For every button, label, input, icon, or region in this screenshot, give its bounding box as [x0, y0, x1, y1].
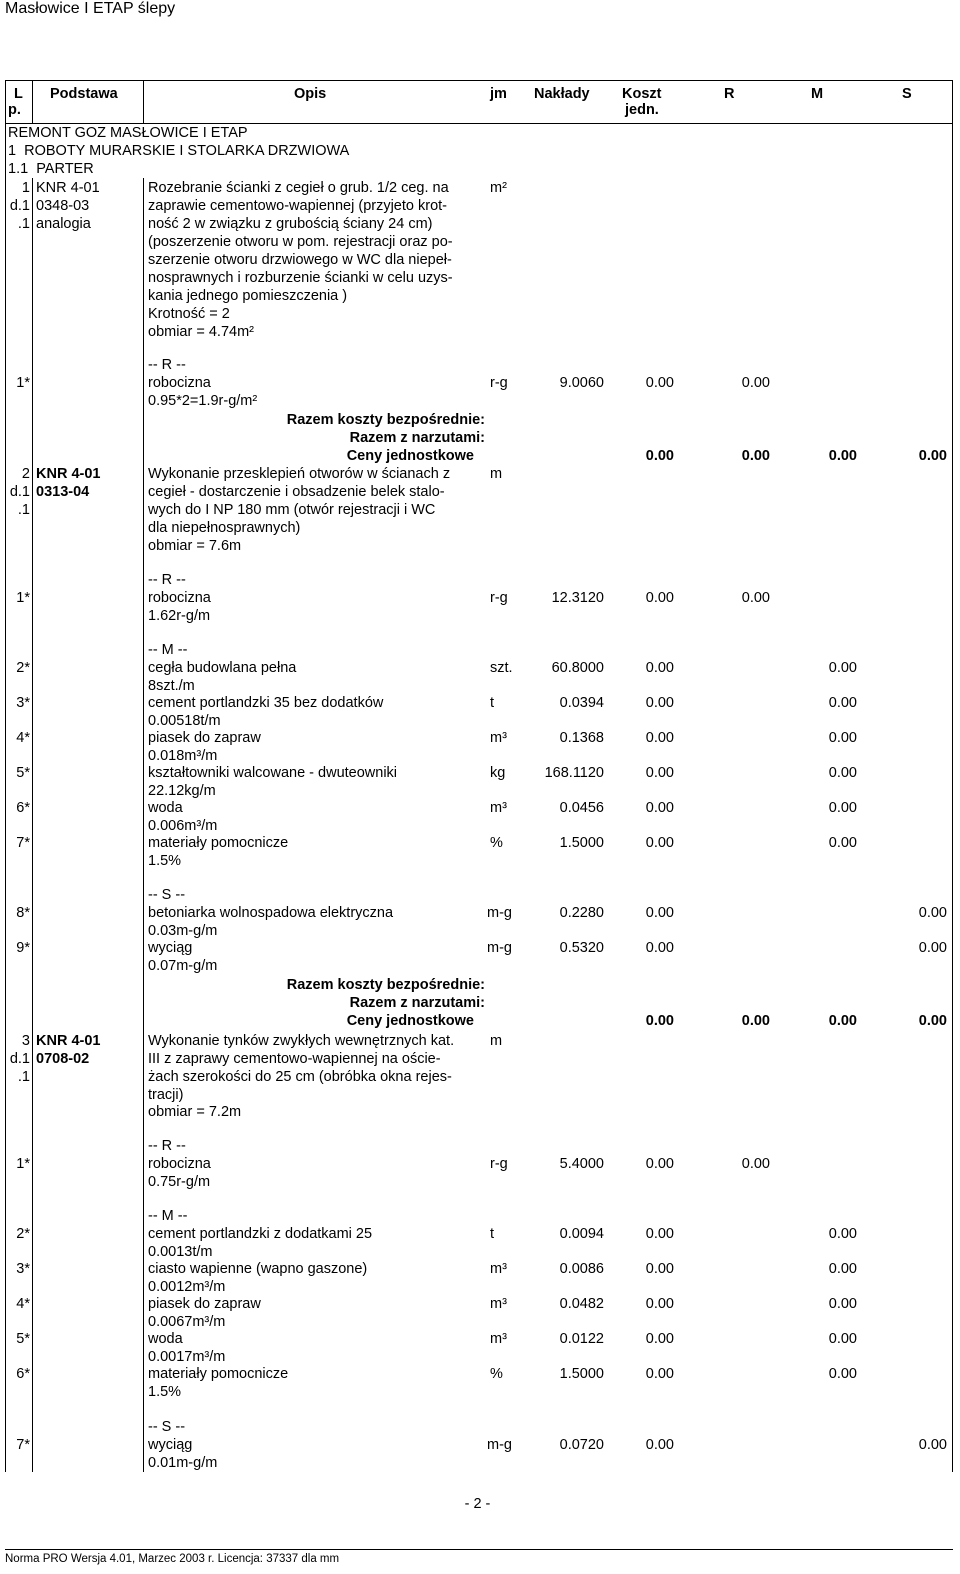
col-border-podstawa [143, 80, 144, 124]
resource-jm: m³ [490, 800, 507, 816]
cena-razem: 0.00 [918, 1013, 947, 1029]
header-r: R [724, 86, 735, 102]
item-description: żach szerokości do 25 cm (obróbka okna rejes- [148, 1069, 452, 1085]
resource-name: woda [148, 1331, 183, 1347]
resource-no: 2* [16, 1226, 30, 1242]
resource-jm: m³ [490, 1296, 507, 1312]
item-description: wych do I NP 180 mm (otwór rejestracji i WC [148, 502, 436, 518]
resource-name: robocizna [148, 375, 211, 391]
item-description: (poszerzenie otworu w pom. rejestracji oraz po- [148, 234, 453, 250]
header-bottom-border [5, 123, 953, 124]
resource-no: 6* [16, 1366, 30, 1382]
resource-koszt: 0.00 [645, 590, 674, 606]
resource-name: robocizna [148, 1156, 211, 1172]
resource-norm: 0.95*2=1.9r-g/m² [148, 393, 258, 409]
resource-norm: 0.07m-g/m [148, 958, 218, 974]
resource-koszt: 0.00 [645, 1261, 674, 1277]
resource-norm: 0.75r-g/m [148, 1174, 211, 1190]
resource-norm: 0.0013t/m [148, 1244, 213, 1260]
resource-name: materiały pomocnicze [148, 1366, 289, 1382]
ceny-jednostkowe: Ceny jednostkowe [346, 1013, 474, 1029]
resource-koszt: 0.00 [645, 1437, 674, 1453]
resource-jm: m³ [490, 730, 507, 746]
resource-naklady: 0.0456 [559, 800, 604, 816]
resource-norm: 0.0067m³/m [148, 1314, 226, 1330]
resource-koszt: 0.00 [645, 1366, 674, 1382]
resource-jm: m³ [490, 1261, 507, 1277]
resource-naklady: 0.1368 [559, 730, 604, 746]
item-podstawa: analogia [36, 216, 91, 232]
resource-name: cement portlandzki 35 bez dodatków [148, 695, 384, 711]
resource-naklady: 60.8000 [551, 660, 604, 676]
resource-no: 1* [16, 590, 30, 606]
resource-m: 0.00 [828, 765, 857, 781]
resource-naklady: 0.0482 [559, 1296, 604, 1312]
section-title: 1 ROBOTY MURARSKIE I STOLARKA DRZWIOWA [8, 143, 350, 159]
header-lp-1: L [14, 86, 23, 102]
resource-koszt: 0.00 [645, 1331, 674, 1347]
item-jm: m [490, 466, 503, 482]
resource-jm: r-g [490, 590, 508, 606]
cena-m: 0.00 [741, 448, 770, 464]
resource-no: 5* [16, 1331, 30, 1347]
resource-jm: m-g [487, 905, 512, 921]
resource-name: cement portlandzki z dodatkami 25 [148, 1226, 373, 1242]
item-description: III z zaprawy cementowo-wapiennej na oście- [148, 1051, 441, 1067]
table-top-border [5, 80, 953, 81]
section-title: REMONT GOZ MASŁOWICE I ETAP [8, 125, 248, 141]
item-lp: 2 [21, 466, 30, 482]
resource-name: robocizna [148, 590, 211, 606]
resource-norm: 22.12kg/m [148, 783, 216, 799]
ceny-jednostkowe: Ceny jednostkowe [346, 448, 474, 464]
resource-norm: 1.5% [148, 853, 182, 869]
resource-s: 0.00 [918, 1437, 947, 1453]
resource-norm: 0.01m-g/m [148, 1455, 218, 1471]
cena-s: 0.00 [828, 448, 857, 464]
header-m: M [811, 86, 824, 102]
resource-m: 0.00 [828, 1296, 857, 1312]
resource-s: 0.00 [918, 905, 947, 921]
resource-norm: 1.62r-g/m [148, 608, 211, 624]
resource-koszt: 0.00 [645, 1226, 674, 1242]
resource-jm: m-g [487, 1437, 512, 1453]
resource-naklady: 0.2280 [559, 905, 604, 921]
col-border-lp-b [32, 178, 33, 1472]
resource-jm: t [490, 695, 495, 711]
resource-no: 3* [16, 1261, 30, 1277]
item-description: Rozebranie ścianki z cegieł o grub. 1/2 ceg. na [148, 180, 449, 196]
item-podstawa: KNR 4-01 [36, 180, 100, 196]
item-description: kania jednego pomieszczenia ) [148, 288, 348, 304]
document-title: Masłowice I ETAP ślepy [5, 0, 176, 17]
item-podstawa: 0708-02 [36, 1051, 90, 1067]
resource-jm: % [490, 1366, 503, 1382]
resource-norm: 0.0017m³/m [148, 1349, 226, 1365]
footer-text: Norma PRO Wersja 4.01, Marzec 2003 r. Licencja: 37337 dla mm [5, 1553, 340, 1565]
item-description: Krotność = 2 [148, 306, 230, 322]
resource-koszt: 0.00 [645, 1156, 674, 1172]
item-lp: d.1 [9, 484, 30, 500]
resource-no: 2* [16, 660, 30, 676]
resource-norm: 0.03m-g/m [148, 923, 218, 939]
header-opis: Opis [294, 86, 327, 102]
resource-name: piasek do zapraw [148, 730, 261, 746]
item-description: obmiar = 7.2m [148, 1104, 242, 1120]
item-description: Wykonanie przesklepień otworów w ścianach z [148, 466, 451, 482]
resource-m: 0.00 [828, 1366, 857, 1382]
header-podstawa: Podstawa [50, 86, 118, 102]
resource-naklady: 1.5000 [559, 835, 604, 851]
resource-r: 0.00 [741, 590, 770, 606]
item-lp: 1 [21, 180, 30, 196]
resource-r: 0.00 [741, 1156, 770, 1172]
cena-razem: 0.00 [918, 448, 947, 464]
cena-r: 0.00 [645, 1013, 674, 1029]
resource-name: piasek do zapraw [148, 1296, 261, 1312]
item-description: nosprawnych i rozburzenie ścianki w celu uzys- [148, 270, 453, 286]
razem-koszty-bezposrednie: Razem koszty bezpośrednie: [286, 977, 485, 993]
resource-koszt: 0.00 [645, 765, 674, 781]
group-label-r: -- R -- [148, 357, 186, 373]
resource-no: 7* [16, 835, 30, 851]
resource-naklady: 168.1120 [544, 765, 604, 781]
item-lp: d.1 [9, 198, 30, 214]
item-description: dla niepełnosprawnych) [148, 520, 301, 536]
resource-name: kształtowniki walcowane - dwuteowniki [148, 765, 398, 781]
resource-no: 1* [16, 1156, 30, 1172]
resource-koszt: 0.00 [645, 375, 674, 391]
resource-s: 0.00 [918, 940, 947, 956]
resource-naklady: 0.0122 [559, 1331, 604, 1347]
resource-norm: 0.006m³/m [148, 818, 218, 834]
resource-koszt: 0.00 [645, 800, 674, 816]
razem-z-narzutami: Razem z narzutami: [349, 430, 485, 446]
cena-m: 0.00 [741, 1013, 770, 1029]
resource-no: 3* [16, 695, 30, 711]
resource-naklady: 0.0086 [559, 1261, 604, 1277]
item-jm: m [490, 1033, 503, 1049]
group-label-s: -- S -- [148, 1419, 186, 1435]
resource-m: 0.00 [828, 730, 857, 746]
resource-naklady: 12.3120 [551, 590, 604, 606]
header-s: S [902, 86, 912, 102]
razem-z-narzutami: Razem z narzutami: [349, 995, 485, 1011]
item-lp: d.1 [9, 1051, 30, 1067]
item-podstawa: KNR 4-01 [36, 466, 101, 482]
header-koszt-2: jedn. [625, 102, 659, 118]
section-title: 1.1 PARTER [8, 161, 94, 177]
resource-jm: r-g [490, 375, 508, 391]
resource-no: 1* [16, 375, 30, 391]
resource-no: 7* [16, 1437, 30, 1453]
resource-naklady: 0.0394 [559, 695, 604, 711]
cena-r: 0.00 [645, 448, 674, 464]
resource-m: 0.00 [828, 1261, 857, 1277]
resource-jm: % [490, 835, 503, 851]
cena-s: 0.00 [828, 1013, 857, 1029]
item-description: cegieł - dostarczenie i obsadzenie belek stalo- [148, 484, 445, 500]
resource-jm: m³ [490, 1331, 507, 1347]
item-lp: 3 [21, 1033, 30, 1049]
item-podstawa: 0313-04 [36, 484, 90, 500]
item-lp: .1 [17, 502, 30, 518]
header-koszt-1: Koszt [622, 86, 662, 102]
resource-m: 0.00 [828, 1226, 857, 1242]
item-description: zaprawie cementowo-wapiennej (przyjeto krot- [148, 198, 447, 214]
header-naklady: Nakłady [534, 86, 590, 102]
group-label-r: -- R -- [148, 572, 186, 588]
resource-name: betoniarka wolnospadowa elektryczna [148, 905, 394, 921]
resource-naklady: 0.5320 [559, 940, 604, 956]
header-lp-2: p. [8, 102, 21, 118]
item-lp: .1 [17, 1069, 30, 1085]
resource-koszt: 0.00 [645, 940, 674, 956]
razem-koszty-bezposrednie: Razem koszty bezpośrednie: [286, 412, 485, 428]
resource-jm: r-g [490, 1156, 508, 1172]
col-border-podstawa-b [143, 178, 144, 1472]
item-podstawa: KNR 4-01 [36, 1033, 101, 1049]
resource-no: 6* [16, 800, 30, 816]
resource-norm: 1.5% [148, 1384, 182, 1400]
header-jm: jm [490, 86, 507, 102]
resource-jm: m-g [487, 940, 512, 956]
resource-name: wyciąg [148, 940, 193, 956]
item-podstawa: 0348-03 [36, 198, 90, 214]
resource-name: woda [148, 800, 183, 816]
resource-no: 8* [16, 905, 30, 921]
group-label-s: -- S -- [148, 887, 186, 903]
resource-no: 4* [16, 1296, 30, 1312]
item-description: obmiar = 4.74m² [148, 324, 254, 340]
item-description: obmiar = 7.6m [148, 538, 242, 554]
resource-koszt: 0.00 [645, 660, 674, 676]
resource-naklady: 0.0094 [559, 1226, 604, 1242]
resource-no: 9* [16, 940, 30, 956]
resource-m: 0.00 [828, 695, 857, 711]
resource-no: 5* [16, 765, 30, 781]
col-border-lp [32, 80, 33, 124]
resource-name: materiały pomocnicze [148, 835, 289, 851]
resource-norm: 0.00518t/m [148, 713, 221, 729]
group-label-m: -- M -- [148, 1208, 188, 1224]
resource-m: 0.00 [828, 800, 857, 816]
resource-norm: 0.018m³/m [148, 748, 218, 764]
col-border-right [952, 80, 953, 1472]
resource-m: 0.00 [828, 1331, 857, 1347]
item-jm: m² [490, 180, 507, 196]
resource-m: 0.00 [828, 660, 857, 676]
resource-naklady: 9.0060 [559, 375, 604, 391]
resource-jm: t [490, 1226, 495, 1242]
resource-naklady: 5.4000 [559, 1156, 604, 1172]
resource-naklady: 1.5000 [559, 1366, 604, 1382]
footer-rule [5, 1549, 953, 1550]
resource-jm: kg [490, 765, 506, 781]
resource-r: 0.00 [741, 375, 770, 391]
item-lp: .1 [17, 216, 30, 232]
page-number: - 2 - [464, 1496, 491, 1512]
resource-koszt: 0.00 [645, 1296, 674, 1312]
item-description: szerzenie otworu drzwiowego w WC dla niepeł- [148, 252, 452, 268]
resource-koszt: 0.00 [645, 835, 674, 851]
item-description: ność 2 w związku z grubością ściany 24 cm) [148, 216, 433, 232]
group-label-r: -- R -- [148, 1138, 186, 1154]
resource-name: ciasto wapienne (wapno gaszone) [148, 1261, 368, 1277]
resource-no: 4* [16, 730, 30, 746]
resource-naklady: 0.0720 [559, 1437, 604, 1453]
item-description: Wykonanie tynków zwykłych wewnętrznych kat. [148, 1033, 455, 1049]
group-label-m: -- M -- [148, 642, 188, 658]
resource-norm: 8szt./m [148, 678, 195, 694]
resource-name: wyciąg [148, 1437, 193, 1453]
resource-name: cegła budowlana pełna [148, 660, 297, 676]
resource-m: 0.00 [828, 835, 857, 851]
resource-koszt: 0.00 [645, 905, 674, 921]
resource-koszt: 0.00 [645, 730, 674, 746]
resource-koszt: 0.00 [645, 695, 674, 711]
item-description: tracji) [148, 1087, 184, 1103]
resource-jm: szt. [490, 660, 513, 676]
resource-norm: 0.0012m³/m [148, 1279, 226, 1295]
